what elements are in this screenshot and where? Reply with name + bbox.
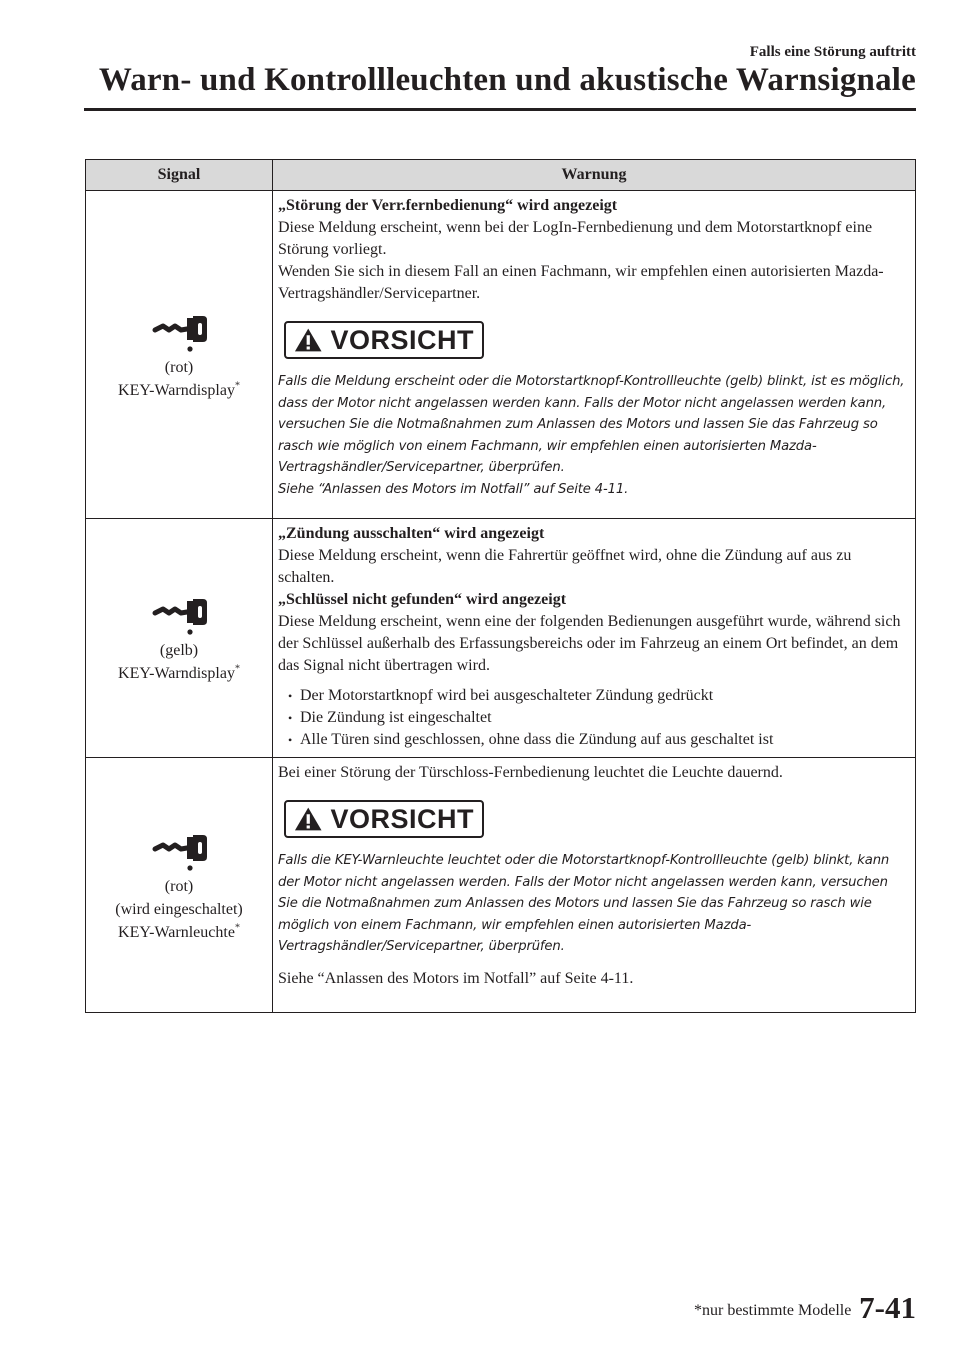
column-header-warning: Warnung [273,160,916,191]
caution-reference: Siehe “Anlassen des Motors im Notfall” auf Seite 4-11. [278,481,629,497]
message-text: Bei einer Störung der Türschloss-Fernbedienung leuchtet die Leuchte dauernd. [278,764,783,781]
message-text: Wenden Sie sich in diesem Fall an einen Fachmann, wir empfehlen einen autorisierten Mazda-Vertragshändler/Servicepartner. [278,263,884,302]
header-rule [84,108,916,111]
message-text: Diese Meldung erscheint, wenn die Fahrertür geöffnet wird, ohne die Zündung auf aus zu schalten. [278,547,852,586]
signal-cell [86,758,273,1013]
message-text: Diese Meldung erscheint, wenn bei der LogIn-Fernbedienung und dem Motorstartknopf eine Störung vorliegt. [278,219,873,258]
message-text: Diese Meldung erscheint, wenn eine der folgenden Bedienungen ausgeführt wurde, während sich der Schlüssel außerhalb des Erfassungsbereichs oder im Fahrzeug an einem Ort befindet, an dem das Signal nicht übertragen wird. [278,613,901,674]
caution-label: VORSICHT [330,804,474,834]
key-warning-icon [149,308,209,352]
signal-name: KEY-Warnleuchte* [118,922,240,941]
page-title: Warn- und Kontrollleuchten und akustische Warnsignale [98,62,916,98]
section-title: Falls eine Störung auftritt [749,44,916,60]
message-cell [273,191,916,519]
list-item: • Die Zündung ist eingeschaltet [288,707,907,729]
warning-triangle-icon [294,806,322,832]
list-item: • Alle Türen sind geschlossen, ohne dass die Zündung auf aus geschaltet ist [288,729,907,751]
signal-color-label: (rot) [164,358,194,376]
signal-cell [86,191,273,519]
footer-note: *nur bestimmte Modelle [694,1302,852,1319]
signal-name: KEY-Warndisplay* [118,380,240,399]
signal-cell [86,519,273,758]
model-asterisk: * [234,922,240,934]
table-row [86,758,916,1013]
signal-color-label: (rot) [164,877,194,895]
condition-list [278,685,907,751]
caution-text: Falls die KEY-Warnleuchte leuchtet oder die Motorstartknopf-Kontrollleuchte (gelb) blinkt, kann der Motor nicht angelassen werden. Falls der Motor nicht angelassen werden kann, versuchen Sie die Notmaßnahmen zum Anlassen des Motors und lassen Sie das Fahrzeug so rasch wie möglich von einem Fachmann, wir empfehlen einen autorisierten Mazda-Vertragshändler/Servicepartner, überprüfen. [278,853,890,954]
signal-name: KEY-Warndisplay* [118,663,240,682]
table-row [86,519,916,758]
list-item: • Der Motorstartknopf wird bei ausgeschalteter Zündung gedrückt [288,685,907,707]
caution-text: Falls die Meldung erscheint oder die Motorstartknopf-Kontrollleuchte (gelb) blinkt, ist es möglich, dass der Motor nicht angelassen werden kann. Falls der Motor nicht angelassen werden kann, versuchen Sie die Notmaßnahmen zum Anlassen des Motors und lassen Sie das Fahrzeug so rasch wie möglich von einem Fachmann, wir empfehlen einen autorisierten Mazda-Vertragshändler/Servicepartner, überprüfen. [278,374,905,475]
key-warning-icon [149,591,209,635]
see-also-reference: Siehe “Anlassen des Motors im Notfall” auf Seite 4-11. [278,969,634,987]
caution-box [284,321,484,359]
message-title: „Zündung ausschalten“ wird angezeigt [278,525,545,542]
message-cell [273,519,916,758]
caution-label: VORSICHT [330,325,474,355]
model-asterisk: * [234,663,240,675]
message-title: „Schlüssel nicht gefunden“ wird angezeigt [278,591,567,608]
model-asterisk: * [234,380,240,392]
page-number: 7-41 [859,1290,916,1325]
message-title: „Störung der Verr.fernbedienung“ wird angezeigt [278,197,618,214]
table-header-row [86,160,916,191]
signal-state: (wird eingeschaltet) [115,900,243,918]
table-row [86,191,916,519]
warning-triangle-icon [294,327,322,353]
warning-table [85,159,916,1013]
signal-color-label: (gelb) [159,642,199,659]
message-cell [273,758,916,1013]
key-warning-icon [149,827,209,871]
column-header-signal: Signal [86,160,273,191]
caution-box [284,800,484,838]
